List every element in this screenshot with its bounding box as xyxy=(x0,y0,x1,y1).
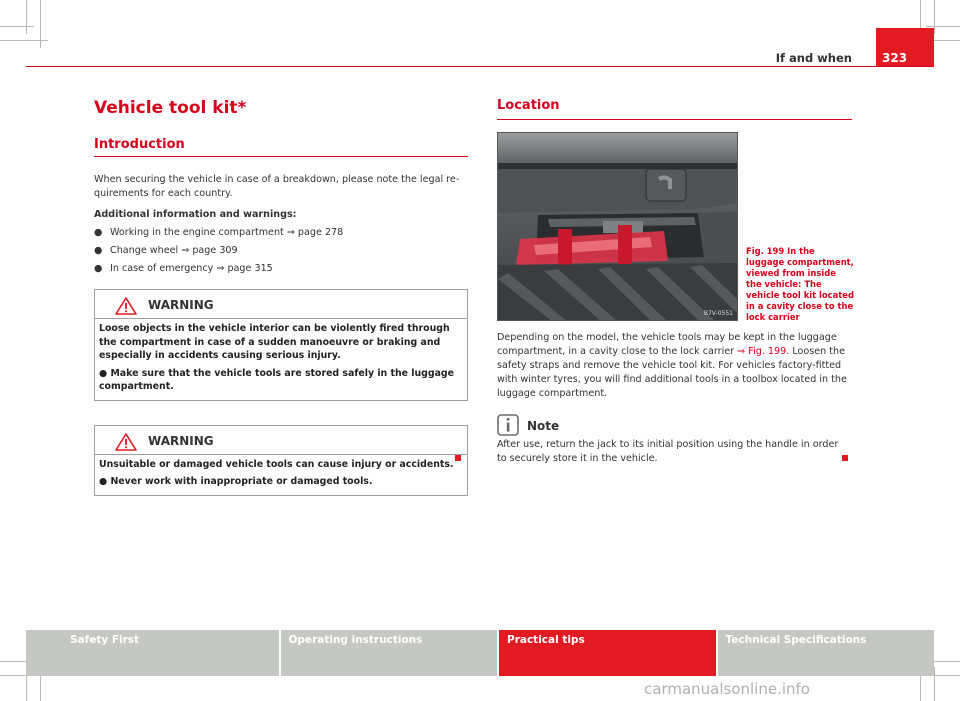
bullet-icon: ● xyxy=(94,227,103,238)
tab-technical-specifications[interactable]: Technical Specifications xyxy=(718,630,935,676)
list-item[interactable]: ● Working in the engine compartment ⇒ page 278 xyxy=(94,227,344,238)
header-rule xyxy=(26,66,934,67)
page-number: 323 xyxy=(876,28,934,67)
section-heading-introduction: Introduction xyxy=(94,137,468,157)
figure-code: B7V-0551 xyxy=(703,310,733,317)
section-heading-location: Location xyxy=(497,98,852,120)
warning-header xyxy=(95,426,467,455)
reference-list xyxy=(94,226,468,276)
tab-safety-first[interactable]: Safety First xyxy=(26,630,279,676)
list-item[interactable]: ● Change wheel ⇒ page 309 xyxy=(94,245,238,256)
list-item[interactable]: ● In case of emergency ⇒ page 315 xyxy=(94,263,273,274)
note-text: After use, return the jack to its initial position using the handle in order to securely store it in the vehicle. xyxy=(497,439,839,464)
warning-text: Unsuitable or damaged vehicle tools can cause injury or accidents. xyxy=(99,458,454,470)
crop-mark xyxy=(926,26,960,27)
chapter-tabs xyxy=(26,630,934,676)
tab-operating-instructions[interactable]: Operating instructions xyxy=(281,630,498,676)
warning-bullet: ● Make sure that the vehicle tools are stored safely in the luggage compartment. xyxy=(99,367,454,392)
warning-body xyxy=(95,455,467,495)
warning-text: Loose objects in the vehicle interior can be violently fired through the compartment in case of a sudden manoeuvre or braking and especially in accidents causing serious injury. xyxy=(99,323,450,361)
page-title: Vehicle tool kit* xyxy=(94,98,247,118)
watermark: carmanualsonline.info xyxy=(644,680,810,698)
section-title: If and when xyxy=(775,51,852,65)
figure-photo xyxy=(497,132,738,321)
note-label: Note xyxy=(527,419,560,433)
warning-triangle-icon xyxy=(115,433,137,451)
crop-mark xyxy=(26,0,27,34)
right-column xyxy=(497,98,852,120)
warning-bullet: ● Never work with inappropriate or damaged tools. xyxy=(99,476,373,487)
warning-body xyxy=(95,319,467,400)
warning-triangle-icon xyxy=(115,297,137,315)
tab-practical-tips[interactable]: Practical tips xyxy=(499,630,716,676)
crop-mark xyxy=(934,0,935,34)
crop-mark xyxy=(0,26,34,27)
note-icon xyxy=(497,414,519,436)
warning-box xyxy=(94,289,468,401)
figure-reference-link[interactable]: ⇒ Fig. 199 xyxy=(737,346,787,357)
bullet-icon: ● xyxy=(94,263,103,274)
section-end-mark xyxy=(455,455,461,461)
bullet-icon: ● xyxy=(94,245,103,256)
warning-label: WARNING xyxy=(148,433,214,448)
crop-mark xyxy=(934,667,935,701)
intro-paragraph: When securing the vehicle in case of a breakdown, please note the legal requirements for each country. xyxy=(94,174,460,199)
figure-caption: Fig. 199 In the luggage compartment, viewed from inside the vehicle: The vehicle tool kit located in a cavity close to the lock carrier xyxy=(746,246,854,322)
luggage-compartment-illustration xyxy=(498,133,738,321)
crop-mark xyxy=(0,40,48,41)
section-end-mark xyxy=(842,455,848,461)
location-paragraph: Depending on the model, the vehicle tools may be kept in the luggage compartment, in a cavity close to the lock carrier ⇒ Fig. 199. Loosen the safety straps and remove the vehicle tool kit. For vehicles factory-fitted with winter tyres, you will find additional tools in a toolbox located in the luggage compartment. xyxy=(497,332,847,399)
warning-label: WARNING xyxy=(148,298,214,312)
warning-box xyxy=(94,425,468,496)
additional-info-label: Additional information and warnings: xyxy=(94,209,297,220)
warning-header xyxy=(95,290,467,319)
left-column xyxy=(94,98,468,496)
